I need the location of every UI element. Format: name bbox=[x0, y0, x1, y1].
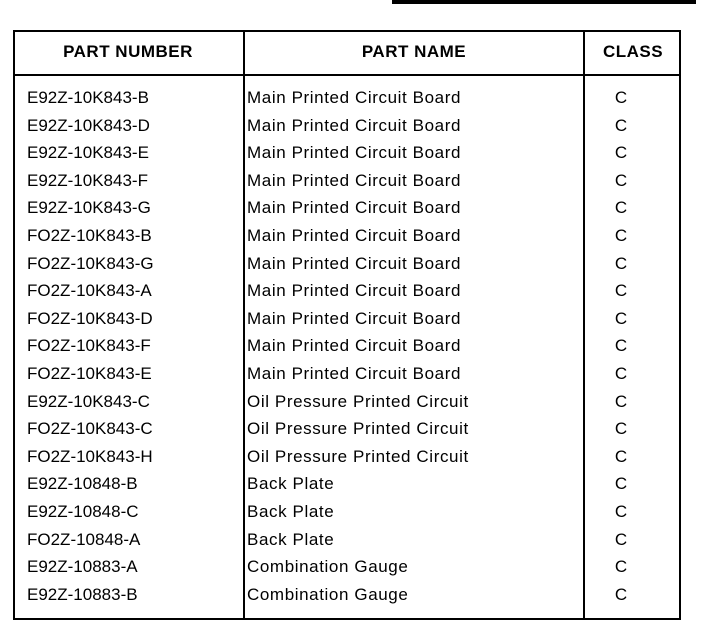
class-cell: C bbox=[614, 143, 628, 163]
class-cell: C bbox=[614, 446, 628, 466]
table-row bbox=[13, 84, 681, 112]
table-row bbox=[13, 526, 681, 554]
class-cell: C bbox=[614, 419, 628, 439]
table-row bbox=[13, 581, 681, 609]
class-cell: C bbox=[614, 225, 628, 245]
class-cell: C bbox=[614, 363, 628, 383]
header-part-name: PART NAME bbox=[361, 42, 467, 61]
part-number-cell: E92Z-10883-B bbox=[27, 584, 138, 604]
part-number-cell: E92Z-10K843-D bbox=[27, 115, 150, 135]
class-cell: C bbox=[614, 336, 628, 356]
table-row bbox=[13, 112, 681, 140]
part-number-cell: E92Z-10K843-F bbox=[27, 170, 148, 190]
part-name-cell: Main Printed Circuit Board bbox=[247, 253, 462, 273]
class-cell: C bbox=[614, 115, 628, 135]
class-cell: C bbox=[614, 308, 628, 328]
part-number-cell: E92Z-10848-C bbox=[27, 501, 139, 521]
table-row bbox=[13, 388, 681, 416]
part-number-cell: E92Z-10848-B bbox=[27, 474, 138, 494]
part-name-cell: Main Printed Circuit Board bbox=[247, 363, 462, 383]
part-number-cell: FO2Z-10K843-D bbox=[27, 308, 153, 328]
part-name-cell: Combination Gauge bbox=[247, 557, 409, 577]
part-name-cell: Main Printed Circuit Board bbox=[247, 336, 462, 356]
table-row bbox=[13, 553, 681, 581]
table-row bbox=[13, 305, 681, 333]
class-cell: C bbox=[614, 281, 628, 301]
part-name-cell: Main Printed Circuit Board bbox=[247, 170, 462, 190]
header-divider bbox=[13, 74, 681, 76]
part-name-cell: Main Printed Circuit Board bbox=[247, 115, 462, 135]
class-cell: C bbox=[614, 501, 628, 521]
part-number-cell: E92Z-10K843-E bbox=[27, 143, 149, 163]
class-cell: C bbox=[614, 557, 628, 577]
part-number-cell: E92Z-10K843-G bbox=[27, 198, 151, 218]
table-row bbox=[13, 332, 681, 360]
class-cell: C bbox=[614, 88, 628, 107]
part-number-cell: FO2Z-10K843-F bbox=[27, 336, 151, 356]
part-number-cell: FO2Z-10K843-C bbox=[27, 419, 153, 439]
part-number-cell: E92Z-10K843-B bbox=[27, 88, 149, 107]
part-name-cell: Combination Gauge bbox=[247, 584, 409, 604]
table-row bbox=[13, 470, 681, 498]
table-row bbox=[13, 194, 681, 222]
table-row bbox=[13, 167, 681, 195]
part-name-cell: Back Plate bbox=[247, 474, 335, 494]
part-name-cell: Oil Pressure Printed Circuit bbox=[247, 419, 469, 439]
part-number-cell: FO2Z-10K843-A bbox=[27, 281, 152, 301]
part-name-cell: Back Plate bbox=[247, 529, 335, 549]
part-name-cell: Oil Pressure Printed Circuit bbox=[247, 391, 469, 411]
parts-table bbox=[13, 30, 679, 618]
part-number-cell: E92Z-10K843-C bbox=[27, 391, 150, 411]
part-number-cell: FO2Z-10K843-B bbox=[27, 225, 152, 245]
table-row bbox=[13, 443, 681, 471]
part-name-cell: Main Printed Circuit Board bbox=[247, 88, 462, 107]
class-cell: C bbox=[614, 170, 628, 190]
class-cell: C bbox=[614, 584, 628, 604]
part-number-cell: FO2Z-10K843-G bbox=[27, 253, 154, 273]
header-class: CLASS bbox=[602, 42, 664, 61]
class-cell: C bbox=[614, 391, 628, 411]
table-row bbox=[13, 250, 681, 278]
class-cell: C bbox=[614, 198, 628, 218]
table-row bbox=[13, 415, 681, 443]
header-part-number: PART NUMBER bbox=[63, 42, 193, 61]
table-row bbox=[13, 222, 681, 250]
part-number-cell: FO2Z-10K843-E bbox=[27, 363, 152, 383]
part-name-cell: Main Printed Circuit Board bbox=[247, 225, 462, 245]
part-name-cell: Back Plate bbox=[247, 501, 335, 521]
part-name-cell: Main Printed Circuit Board bbox=[247, 143, 462, 163]
table-row bbox=[13, 360, 681, 388]
part-name-cell: Main Printed Circuit Board bbox=[247, 308, 462, 328]
table-body bbox=[13, 84, 681, 608]
part-name-cell: Oil Pressure Printed Circuit bbox=[247, 446, 469, 466]
class-cell: C bbox=[614, 474, 628, 494]
part-number-cell: FO2Z-10K843-H bbox=[27, 446, 153, 466]
part-number-cell: E92Z-10883-A bbox=[27, 557, 138, 577]
table-row bbox=[13, 498, 681, 526]
class-cell: C bbox=[614, 253, 628, 273]
part-name-cell: Main Printed Circuit Board bbox=[247, 198, 462, 218]
part-number-cell: FO2Z-10848-A bbox=[27, 529, 141, 549]
top-rule bbox=[392, 0, 696, 4]
part-name-cell: Main Printed Circuit Board bbox=[247, 281, 462, 301]
table-row bbox=[13, 277, 681, 305]
class-cell: C bbox=[614, 529, 628, 549]
table-row bbox=[13, 139, 681, 167]
